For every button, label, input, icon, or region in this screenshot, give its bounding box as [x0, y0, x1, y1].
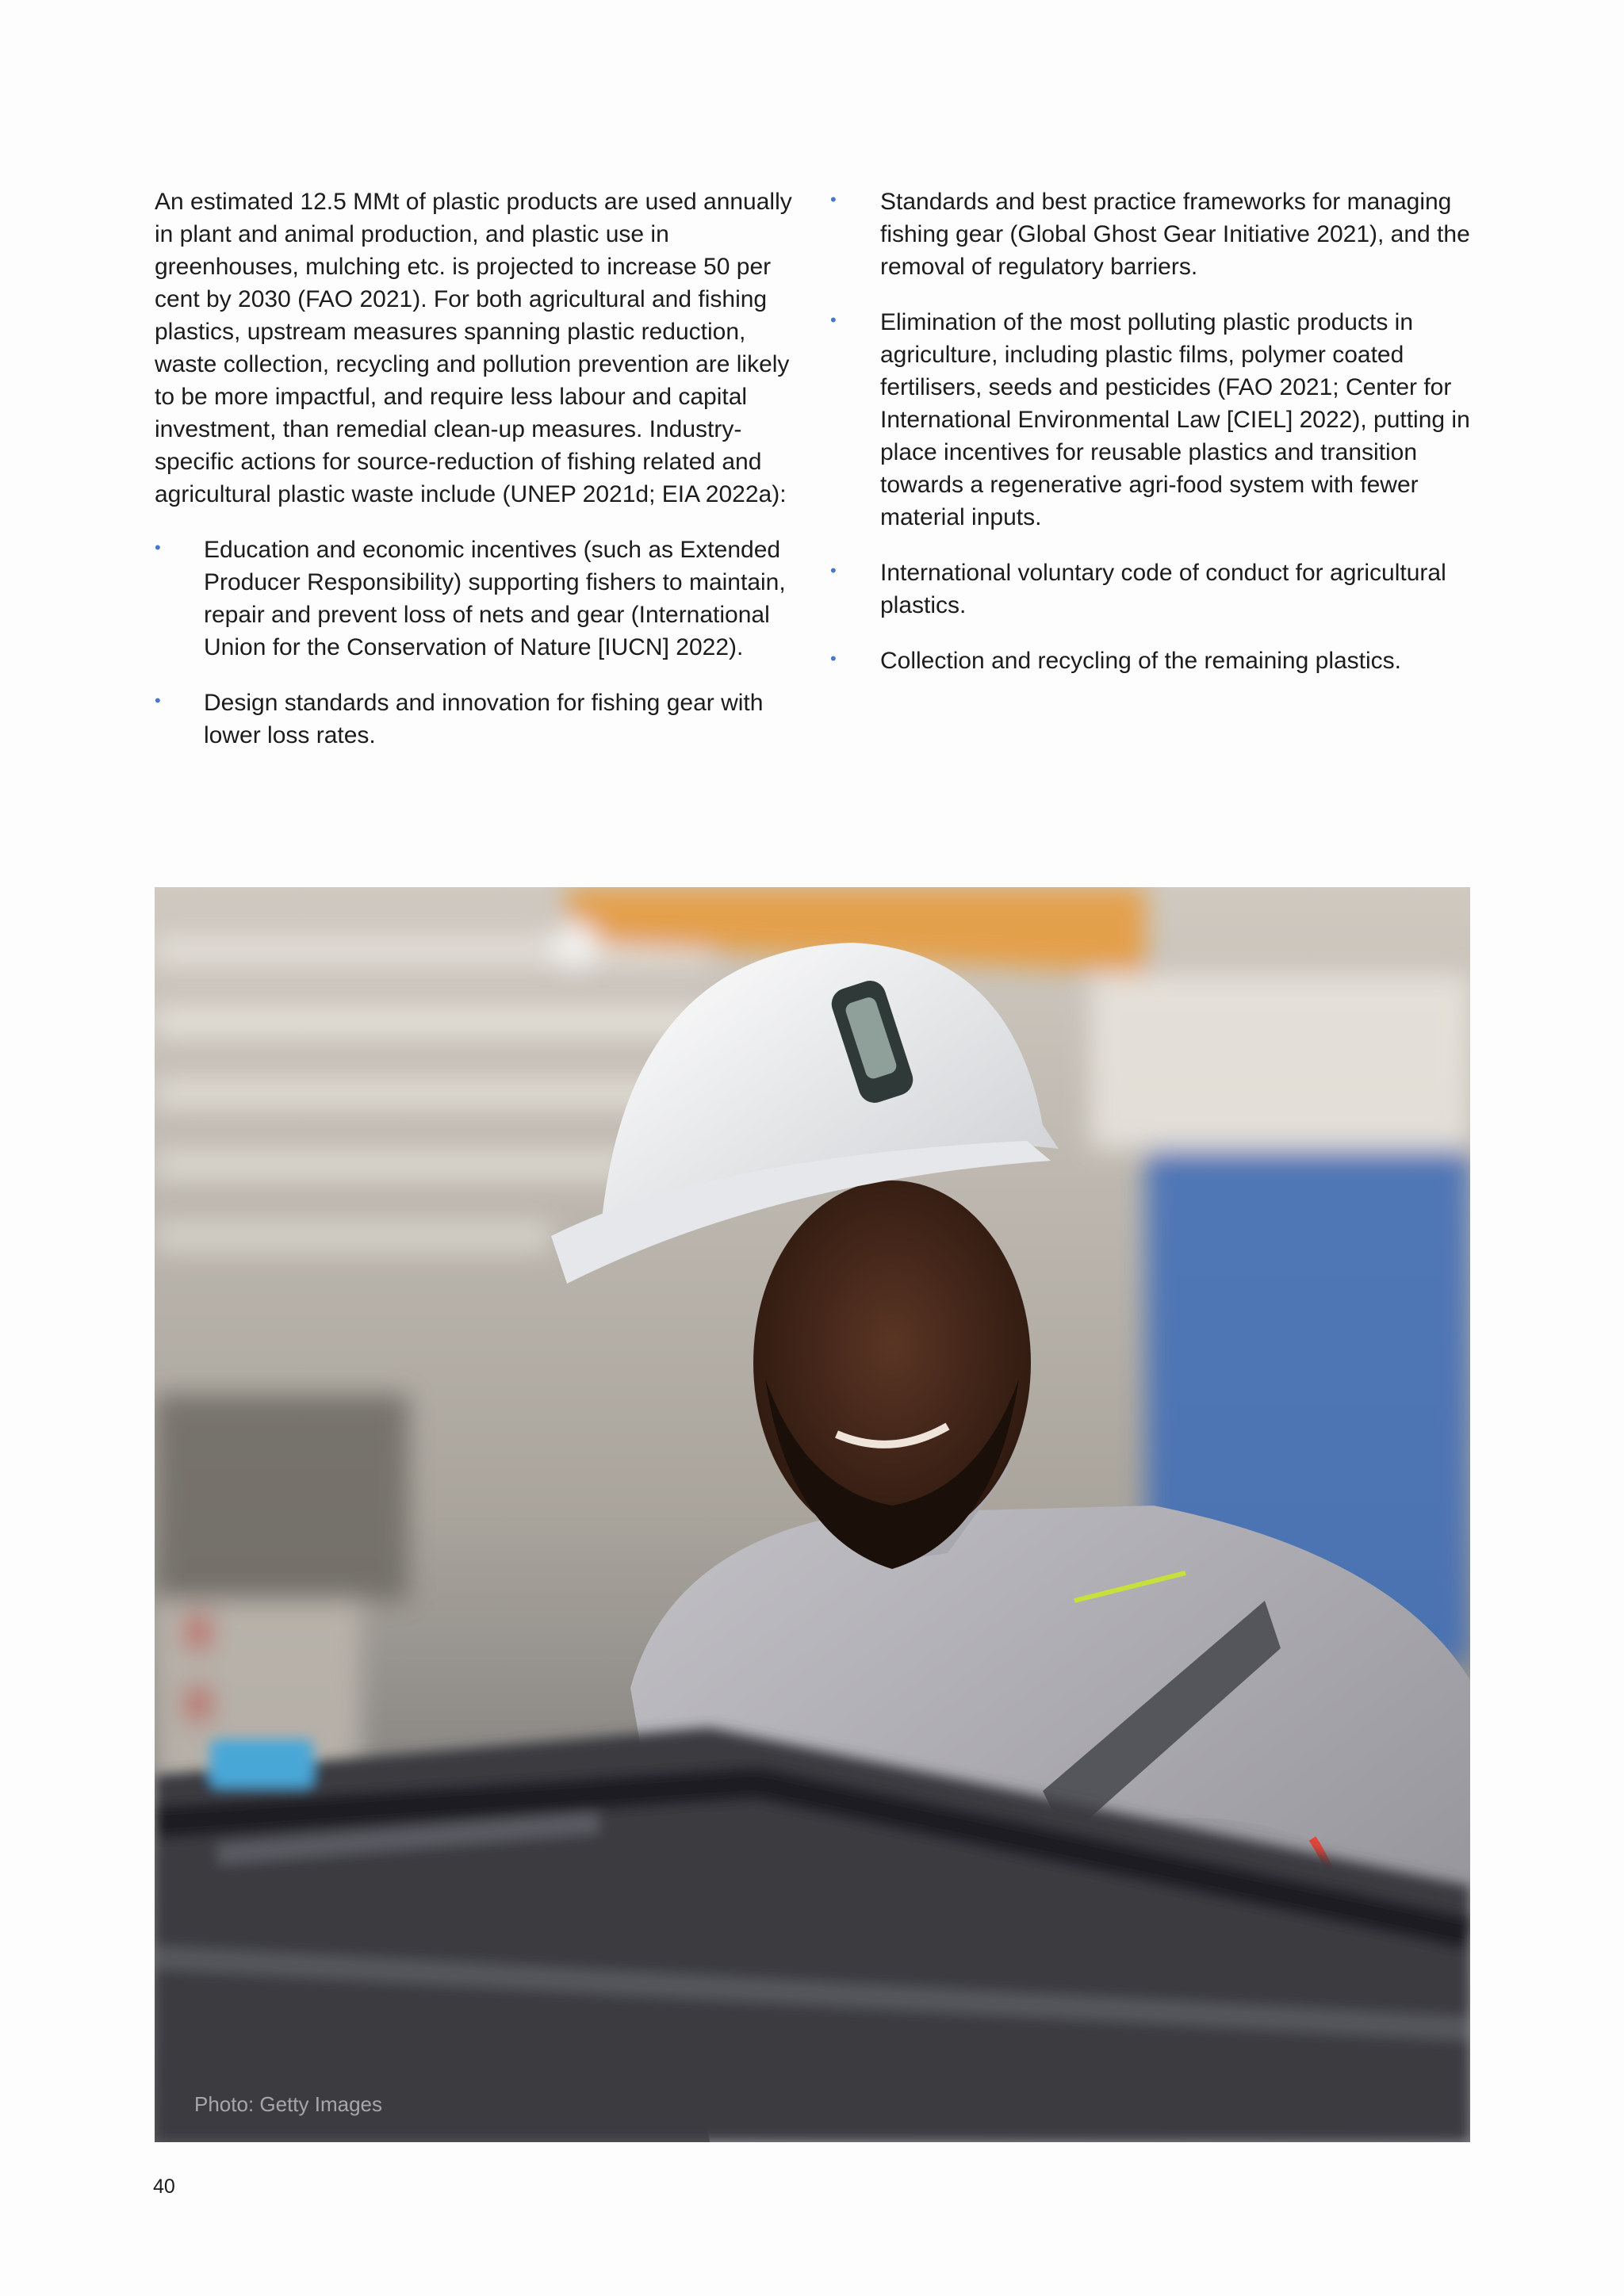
photo-credit: Photo: Getty Images — [194, 2092, 383, 2116]
list-item-text: Design standards and innovation for fishing gear with lower loss rates. — [204, 690, 764, 748]
list-item — [829, 645, 1473, 677]
right-column — [829, 186, 1473, 700]
list-item-text: Education and economic incentives (such as Extended Producer Responsibility) supporting fishers to maintain, repair and prevent loss of nets and gear (International Union for the Conservation of Nature [IUCN] 2022). — [204, 537, 786, 660]
list-item-text: Elimination of the most polluting plastic products in agriculture, including plastic films, polymer coated fertilisers, seeds and pesticides (FAO 2021; Center for International Environmental Law [CIEL] 2022), putting in place incentives for reusable plastics and transition towards a regenerative agri-food system with fewer material inputs. — [880, 309, 1470, 530]
list-item-text: International voluntary code of conduct for agricultural plastics. — [880, 560, 1446, 618]
bullet-icon: • — [155, 538, 161, 557]
photo-illustration — [155, 887, 1470, 2142]
bullet-icon: • — [830, 649, 837, 668]
list-item — [155, 687, 799, 752]
left-bullet-list — [155, 534, 799, 752]
left-column — [155, 186, 799, 775]
list-item — [829, 186, 1473, 283]
list-item-text: Standards and best practice frameworks for managing fishing gear (Global Ghost Gear Initiative 2021), and the removal of regulatory barriers. — [880, 189, 1470, 280]
list-item-text: Collection and recycling of the remaining plastics. — [880, 648, 1401, 674]
bullet-icon: • — [830, 561, 837, 580]
list-item — [829, 306, 1473, 534]
worker-photo — [155, 887, 1470, 2142]
list-item — [155, 534, 799, 664]
list-item — [829, 557, 1473, 622]
bullet-icon: • — [155, 691, 161, 710]
right-bullet-list — [829, 186, 1473, 677]
intro-paragraph: An estimated 12.5 MMt of plastic products are used annually in plant and animal production, and plastic use in greenhouses, mulching etc. is projected to increase 50 per cent by 2030 (FAO 2021). For both agricultural and fishing plastics, upstream measures spanning plastic reduction, waste collection, recycling and pollution prevention are likely to be more impactful, and require less labour and capital investment, than remedial clean-up measures. Industry-specific actions for source-reduction of fishing related and agricultural plastic waste include (UNEP 2021d; EIA 2022a): — [155, 189, 792, 507]
page-number: 40 — [153, 2175, 175, 2198]
bullet-icon: • — [830, 310, 837, 330]
bullet-icon: • — [830, 189, 837, 209]
